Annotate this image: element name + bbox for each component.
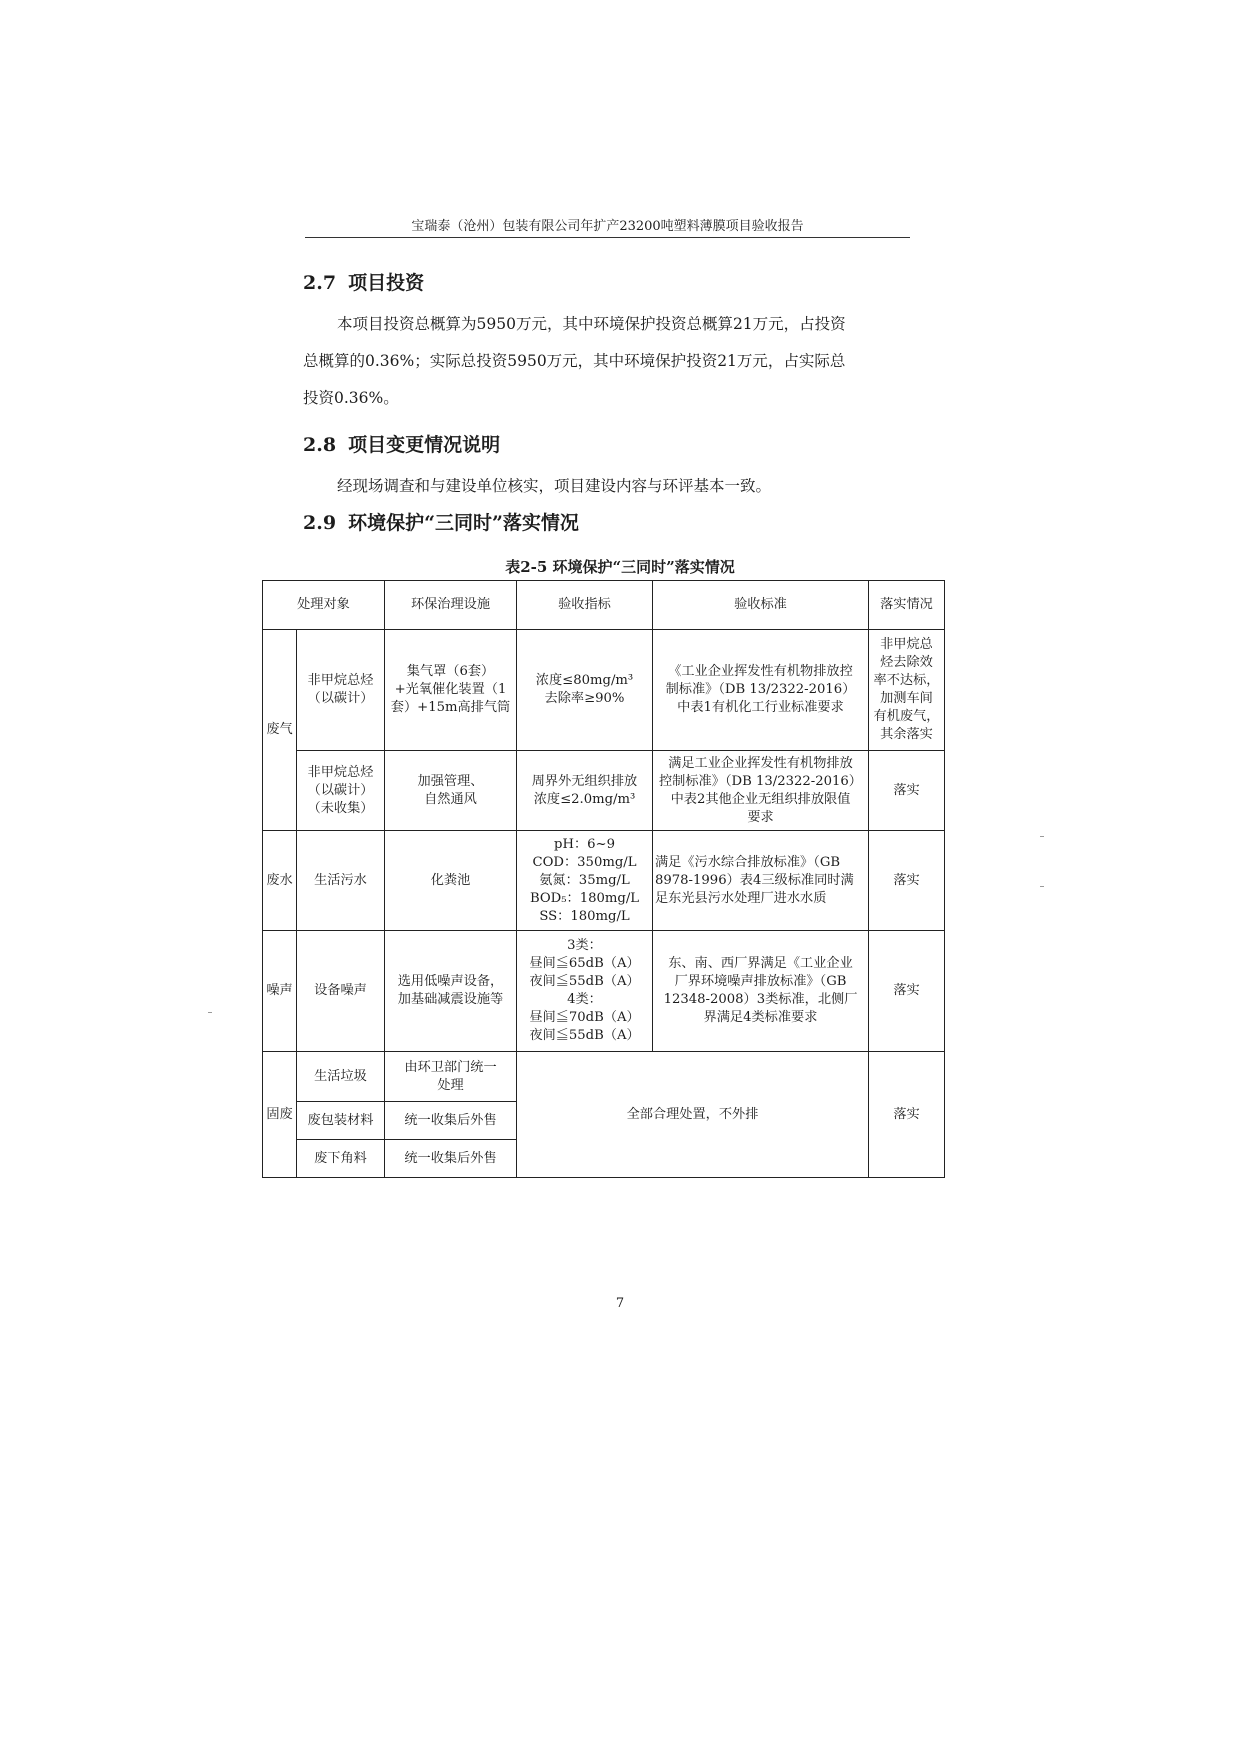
- header-row: [263, 581, 945, 630]
- object-cell: 废下角料: [297, 1140, 385, 1178]
- change-paragraph: 经现场调查和与建设单位核实，项目建设内容与环评基本一致。: [337, 477, 772, 495]
- section-heading-2-7: 2.7 项目投资: [303, 272, 425, 294]
- object-cell: 废包装材料: [297, 1102, 385, 1140]
- indicator-cell: 3类： 昼间≦65dB（A） 夜间≦55dB（A） 4类： 昼间≦70dB（A） 夜间≦55dB（A）: [517, 931, 653, 1052]
- indicator-cell: 浓度≤80mg/m³ 去除率≥90%: [517, 630, 653, 751]
- facility-cell: 选用低噪声设备， 加基础减震设施等: [385, 931, 517, 1052]
- table-caption: 表2-5 环境保护“三同时”落实情况: [505, 558, 735, 576]
- category-cell: 噪声: [263, 931, 297, 1052]
- standard-cell: 满足《污水综合排放标准》（GB 8978-1996）表4三级标准同时满 足东光县污水处理厂进水水质: [653, 831, 869, 931]
- header-cell: 落实情况: [869, 581, 945, 630]
- object-cell: 生活污水: [297, 831, 385, 931]
- category-cell: 废气: [263, 630, 297, 831]
- facility-cell: 加强管理、 自然通风: [385, 751, 517, 831]
- standard-cell: 全部合理处置，不外排: [517, 1052, 869, 1178]
- indicator-cell: pH：6~9 COD：350mg/L 氨氮：35mg/L BOD₅：180mg/L SS：180mg/L: [517, 831, 653, 931]
- scan-mark: [1040, 886, 1044, 887]
- header-cell: 环保治理设施: [385, 581, 517, 630]
- table-row: [263, 831, 945, 931]
- header-cell: 验收指标: [517, 581, 653, 630]
- table-row: [263, 630, 945, 751]
- object-cell: 设备噪声: [297, 931, 385, 1052]
- status-cell: 落实: [869, 931, 945, 1052]
- category-cell: 固废: [263, 1052, 297, 1178]
- page-header: 宝瑞泰（沧州）包装有限公司年扩产23200吨塑料薄膜项目验收报告: [305, 215, 910, 238]
- facility-cell: 统一收集后外售: [385, 1102, 517, 1140]
- header-cell: 验收标准: [653, 581, 869, 630]
- object-cell: 生活垃圾: [297, 1052, 385, 1102]
- facility-cell: 统一收集后外售: [385, 1140, 517, 1178]
- section-heading-2-9: 2.9 环境保护“三同时”落实情况: [303, 512, 579, 534]
- section-heading-2-8: 2.8 项目变更情况说明: [303, 434, 501, 456]
- scan-mark: [1040, 836, 1044, 837]
- standard-cell: 满足工业企业挥发性有机物排放 控制标准》（DB 13/2322-2016） 中表2其他企业无组织排放限值 要求: [653, 751, 869, 831]
- status-cell: 落实: [869, 751, 945, 831]
- object-cell: 非甲烷总烃 （以碳计） （未收集）: [297, 751, 385, 831]
- table-row: [263, 751, 945, 831]
- status-cell: 非甲烷总 烃去除效 率不达标， 加测车间 有机废气， 其余落实: [869, 630, 945, 751]
- standard-cell: 东、南、西厂界满足《工业企业 厂界环境噪声排放标准》（GB 12348-2008）3类标准，北侧厂 界满足4类标准要求: [653, 931, 869, 1052]
- object-cell: 非甲烷总烃 （以碳计）: [297, 630, 385, 751]
- indicator-cell: 周界外无组织排放 浓度≤2.0mg/m³: [517, 751, 653, 831]
- facility-cell: 化粪池: [385, 831, 517, 931]
- header-cell: 处理对象: [263, 581, 385, 630]
- table-row: [263, 931, 945, 1052]
- table-row: [263, 1052, 945, 1102]
- page-number: 7: [615, 1296, 625, 1311]
- status-cell: 落实: [869, 831, 945, 931]
- status-cell: 落实: [869, 1052, 945, 1178]
- three-simultaneous-table: [262, 580, 945, 1178]
- facility-cell: 集气罩（6套） +光氧催化装置（1 套）+15m高排气筒: [385, 630, 517, 751]
- category-cell: 废水: [263, 831, 297, 931]
- standard-cell: 《工业企业挥发性有机物排放控 制标准》（DB 13/2322-2016） 中表1有机化工行业标准要求: [653, 630, 869, 751]
- facility-cell: 由环卫部门统一 处理: [385, 1052, 517, 1102]
- investment-paragraph: 本项目投资总概算为5950万元，其中环境保护投资总概算21万元，占投资 总概算的0.36%；实际总投资5950万元，其中环境保护投资21万元，占实际总 投资0.36%。: [303, 315, 846, 407]
- scan-mark: [208, 1012, 212, 1013]
